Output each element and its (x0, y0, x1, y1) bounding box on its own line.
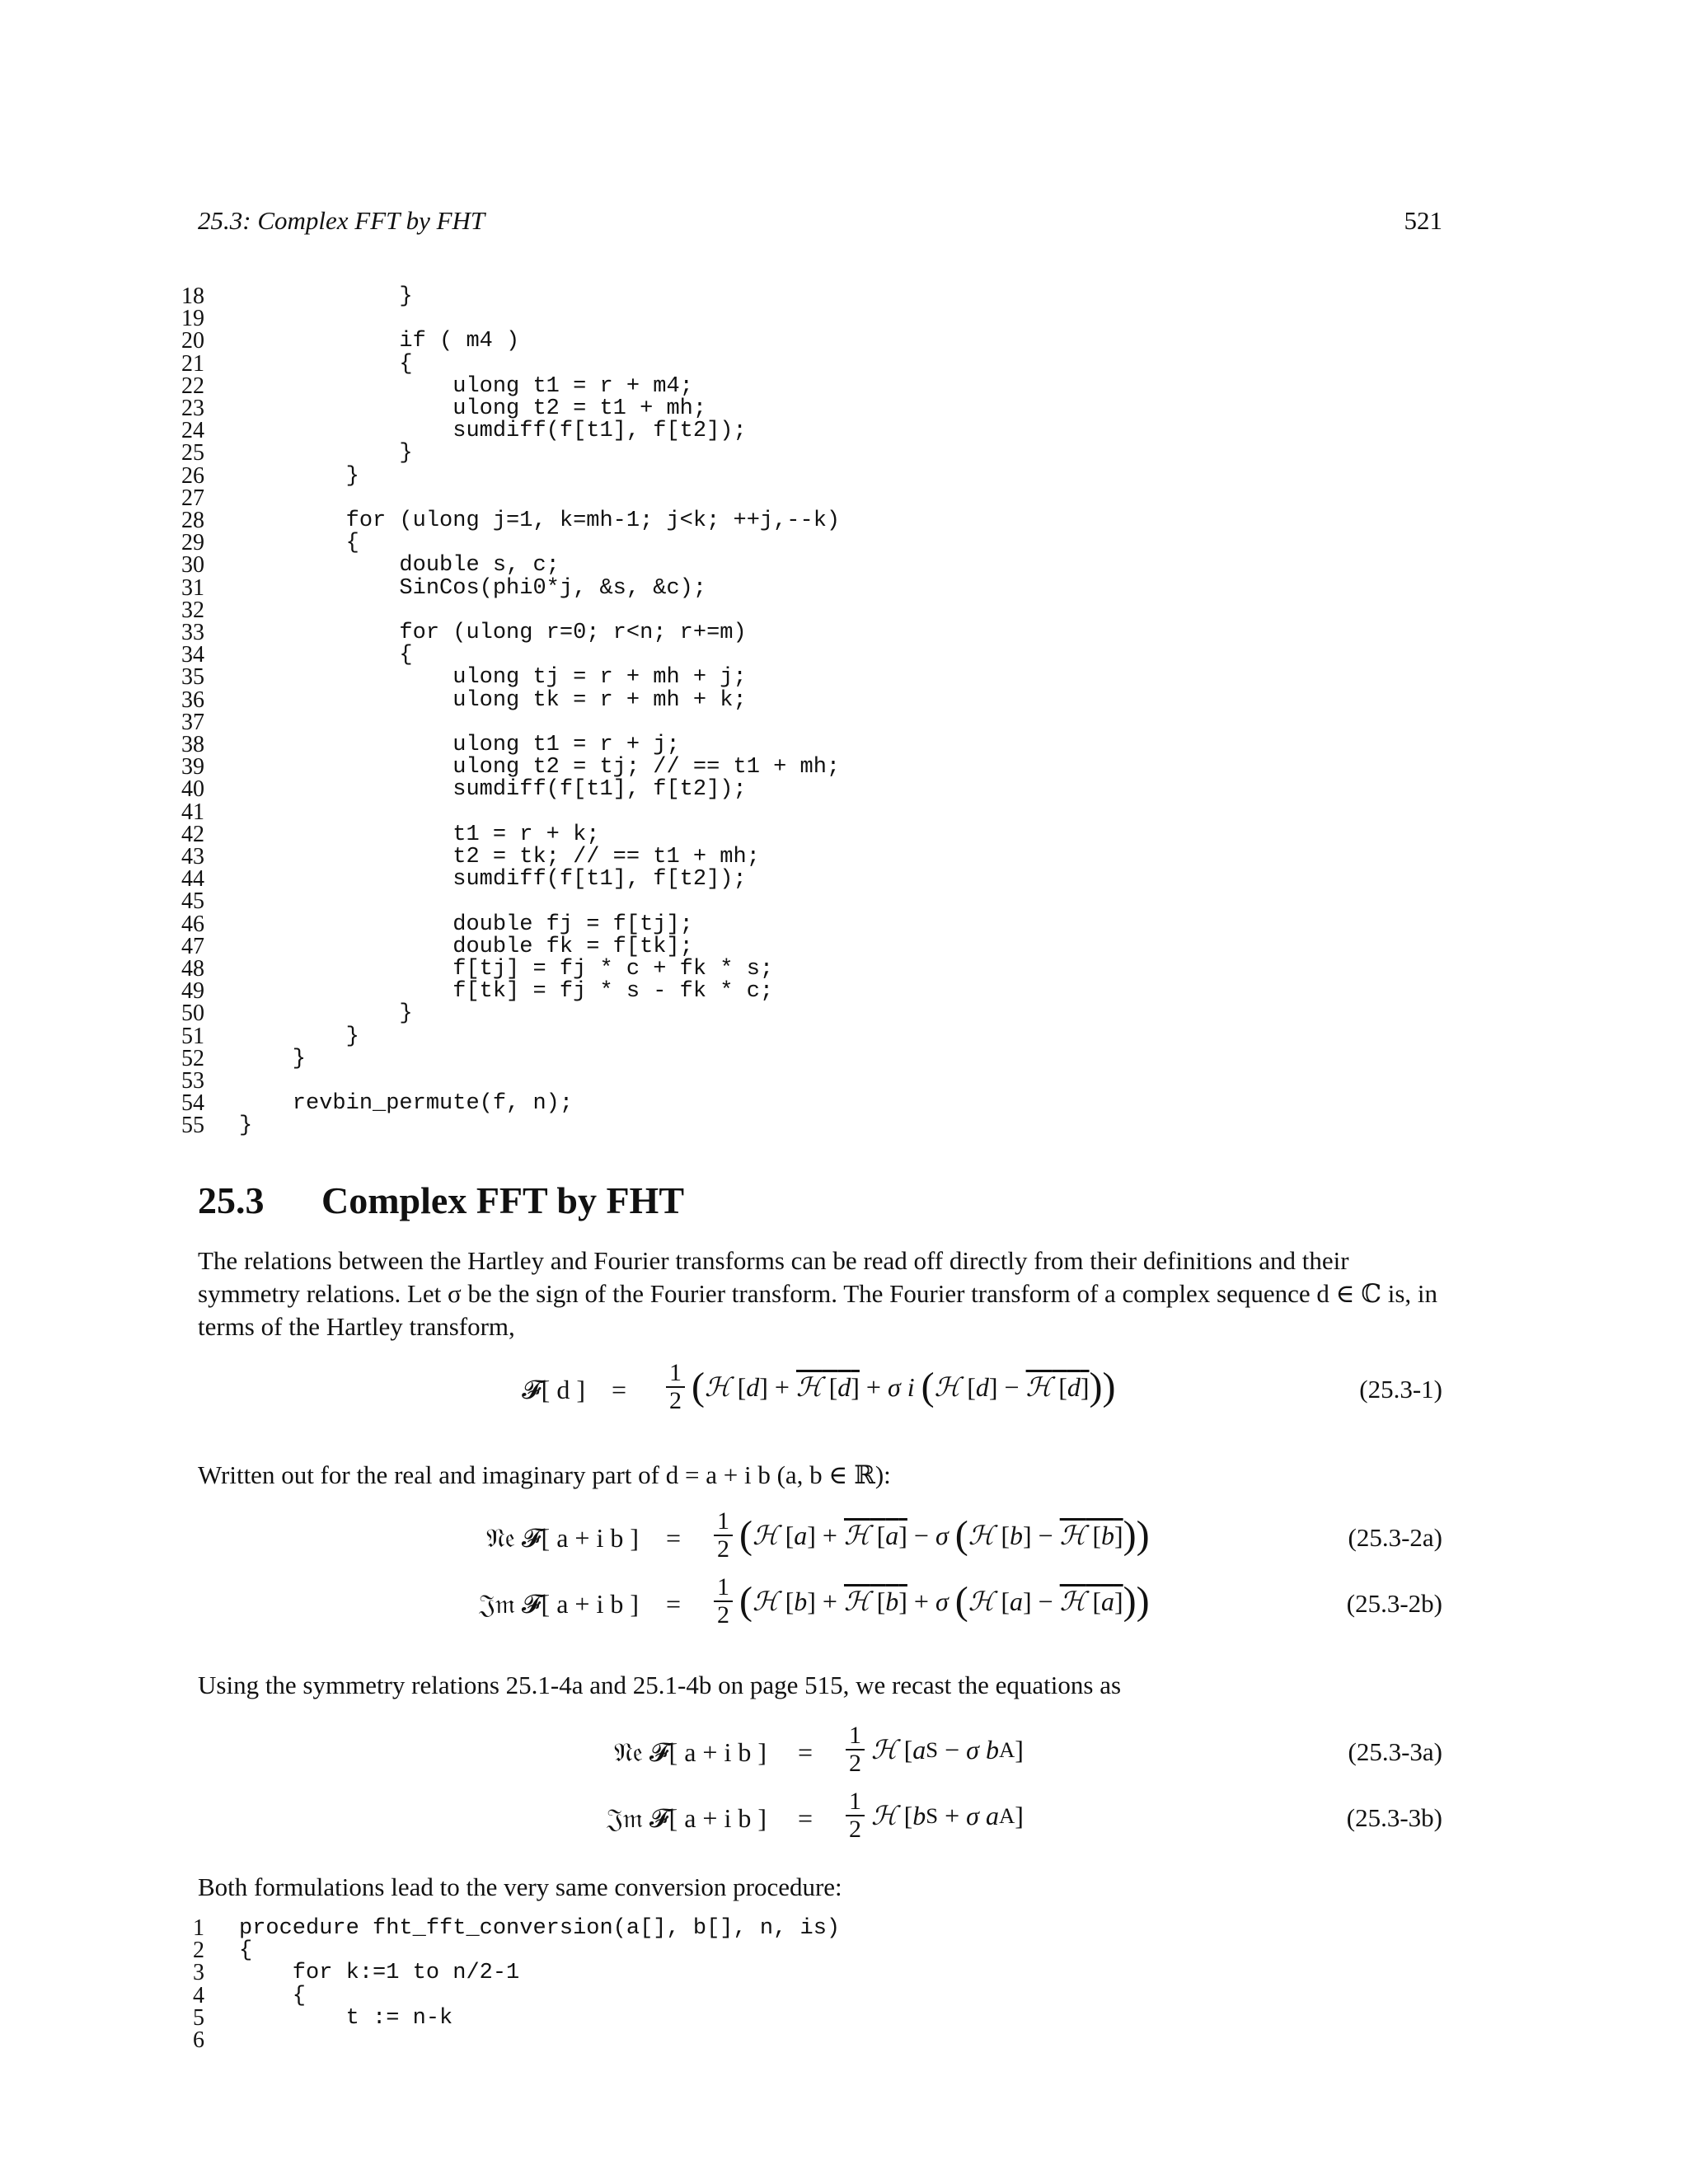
code-line-number: 22 (181, 373, 204, 399)
equation-25-3-2b (0, 1574, 1688, 1640)
using-paragraph: Using the symmetry relations 25.1-4a and 25.1-4b on page 515, we recast the equations as (198, 1671, 1122, 1699)
code-line-text: ulong t1 = r + m4; (239, 373, 693, 399)
code-line-text: ulong tj = r + mh + j; (239, 665, 747, 691)
eq2a-number: (25.3-2a) (1348, 1523, 1442, 1552)
equation-25-3-1 (0, 1360, 1688, 1426)
code-line-text: ulong t1 = r + j; (239, 733, 680, 757)
code-line-text: ulong t2 = t1 + mh; (239, 396, 707, 421)
eq3a-lhs: 𝔑𝔢 𝓕[ a + i b ] (614, 1737, 767, 1767)
code-line-number: 24 (181, 418, 204, 444)
code-line-text: { (239, 643, 413, 668)
code-line-number: 37 (181, 709, 204, 735)
code-line-number: 19 (181, 306, 204, 332)
code-line-number: 30 (181, 552, 204, 579)
code-line-text: sumdiff(f[t1], f[t2]); (239, 777, 747, 803)
code-line-text: double s, c; (239, 553, 560, 579)
eq3b-lhs: 𝔍𝔪 𝓕[ a + i b ] (607, 1803, 767, 1833)
code-line-text: { (239, 351, 413, 377)
code-line-text: sumdiff(f[t1], f[t2]); (239, 419, 747, 444)
code-listing-bottom (165, 1916, 1236, 2073)
code-line-text: if ( m4 ) (239, 329, 520, 354)
code-line-number: 55 (181, 1113, 204, 1139)
code-line-text: f[tj] = fj * c + fk * s; (239, 957, 774, 982)
code-line-text: { (239, 1938, 253, 1964)
code-line-number: 51 (181, 1023, 204, 1049)
code-line-number: 3 (193, 1960, 204, 1986)
eq2b-rel: = (666, 1589, 682, 1619)
code-line-number: 52 (181, 1045, 204, 1071)
code-line-text: } (239, 284, 413, 309)
code-line-number: 23 (181, 396, 204, 421)
code-line-text: t1 = r + k; (239, 822, 600, 847)
code-line-text: ulong t2 = tj; // == t1 + mh; (239, 755, 841, 780)
code-line-number: 32 (181, 597, 204, 623)
code-line-number: 28 (181, 508, 204, 533)
code-line-number: 1 (193, 1915, 204, 1941)
code-line-text: } (239, 1046, 307, 1071)
code-line-number: 31 (181, 574, 204, 601)
written-out-paragraph: Written out for the real and imaginary part of d = a + i b (a, b ∈ ℝ): (198, 1460, 891, 1489)
code-line-number: 48 (181, 956, 204, 982)
code-line-number: 26 (181, 462, 204, 489)
code-line-text: } (239, 1001, 413, 1027)
code-listing-top (165, 284, 1236, 1150)
code-line-number: 6 (193, 2027, 204, 2053)
code-line-text: t2 = tk; // == t1 + mh; (239, 845, 760, 869)
eq1-lhs: 𝓕[ d ] (522, 1375, 585, 1404)
code-line-text: for (ulong j=1, k=mh-1; j<k; ++j,--k) (239, 509, 841, 533)
code-line-number: 34 (181, 642, 204, 668)
code-line-number: 38 (181, 732, 204, 757)
code-line-number: 27 (181, 485, 204, 511)
eq1-rel: = (612, 1375, 627, 1404)
eq1-number: (25.3-1) (1359, 1375, 1442, 1404)
both-paragraph: Both formulations lead to the very same conversion procedure: (198, 1872, 842, 1901)
code-line-number: 41 (181, 799, 204, 825)
code-line-text: ulong tk = r + mh + k; (239, 687, 747, 713)
code-line-text: double fk = f[tk]; (239, 934, 693, 959)
eq3a-rhs: $\frac{1}{2}$ ℋ [ a S − σ b A ] (839, 1722, 1024, 1777)
code-line-number: 25 (181, 440, 204, 466)
code-line-text: double fj = f[tj]; (239, 912, 693, 937)
equation-25-3-3b (0, 1788, 1688, 1854)
eq1-rhs: $\frac{1}{2}$ ( ℋ [ d ] + ℋ [d] + σ i ( ℋ [ d ] − ℋ [d] )) (659, 1360, 1116, 1414)
code-line-text: for (ulong r=0; r<n; r+=m) (239, 621, 747, 645)
running-head-title: 25.3: Complex FFT by FHT (198, 206, 485, 235)
code-line-number: 54 (181, 1090, 204, 1117)
section-title: Complex FFT by FHT (321, 1179, 685, 1221)
equation-25-3-3a (0, 1722, 1688, 1788)
code-line-number: 50 (181, 1001, 204, 1027)
code-line-number: 18 (181, 284, 204, 309)
eq3b-number: (25.3-3b) (1346, 1803, 1442, 1832)
eq2b-lhs: 𝔍𝔪 𝓕[ a + i b ] (479, 1589, 639, 1619)
code-line-text: revbin_permute(f, n); (239, 1091, 574, 1117)
eq3b-rhs: $\frac{1}{2}$ ℋ [ b S + σ a A ] (839, 1788, 1024, 1843)
code-line-text: } (239, 1024, 359, 1049)
eq2a-rhs: $\frac{1}{2}$ ( ℋ [ a ] + ℋ [a] − σ ( ℋ [ b ] − ℋ [b] )) (707, 1508, 1150, 1563)
code-line-text: } (239, 441, 413, 466)
code-line-text: } (239, 463, 359, 489)
code-line-number: 39 (181, 754, 204, 780)
code-line-number: 4 (193, 1982, 204, 2008)
eq3a-number: (25.3-3a) (1348, 1737, 1442, 1766)
code-line-text: sumdiff(f[t1], f[t2]); (239, 867, 747, 893)
page-number: 521 (1404, 206, 1442, 235)
eq2a-rel: = (666, 1523, 682, 1553)
running-head (198, 206, 1442, 239)
code-line-number: 47 (181, 933, 204, 959)
code-line-text: for k:=1 to n/2-1 (239, 1961, 520, 1986)
code-line-number: 20 (181, 328, 204, 354)
code-line-number: 43 (181, 844, 204, 869)
eq2a-lhs: 𝔑𝔢 𝓕[ a + i b ] (486, 1523, 639, 1553)
code-line-number: 44 (181, 866, 204, 893)
eq3a-rel: = (798, 1737, 814, 1767)
intro-paragraph: The relations between the Hartley and Fourier transforms can be read off directly from their definitions and their symmetry relations. Let σ be the sign of the Fourier transform. The Fourier transform of a complex sequence d ∈ ℂ is, in terms of the Hartley transform, (198, 1246, 1438, 1341)
code-line-number: 29 (181, 530, 204, 556)
eq2b-rhs: $\frac{1}{2}$ ( ℋ [ b ] + ℋ [b] + σ ( ℋ [ a ] − ℋ [a] )) (707, 1574, 1150, 1629)
code-line-number: 35 (181, 664, 204, 691)
code-line-number: 40 (181, 776, 204, 803)
section-heading (198, 1179, 684, 1222)
code-line-text: t := n-k (239, 2005, 453, 2031)
code-line-number: 36 (181, 687, 204, 713)
code-line-number: 21 (181, 350, 204, 377)
code-line-number: 2 (193, 1938, 204, 1964)
code-line-text: { (239, 531, 359, 556)
code-line-number: 33 (181, 620, 204, 645)
code-line-text: SinCos(phi0*j, &s, &c); (239, 575, 707, 601)
code-line-number: 42 (181, 821, 204, 847)
code-line-text: { (239, 1983, 307, 2008)
code-line-text: f[tk] = fj * s - fk * c; (239, 979, 774, 1005)
eq2b-number: (25.3-2b) (1346, 1589, 1442, 1618)
code-line-text: procedure fht_fft_conversion(a[], b[], n, is) (239, 1916, 841, 1941)
code-line-number: 45 (181, 888, 204, 915)
equation-25-3-2a (0, 1508, 1688, 1574)
code-line-number: 49 (181, 978, 204, 1005)
section-number: 25.3 (198, 1179, 265, 1221)
code-line-number: 53 (181, 1068, 204, 1094)
code-line-number: 46 (181, 911, 204, 937)
eq3b-rel: = (798, 1803, 814, 1833)
code-line-text: } (239, 1113, 253, 1139)
code-line-number: 5 (193, 2004, 204, 2031)
